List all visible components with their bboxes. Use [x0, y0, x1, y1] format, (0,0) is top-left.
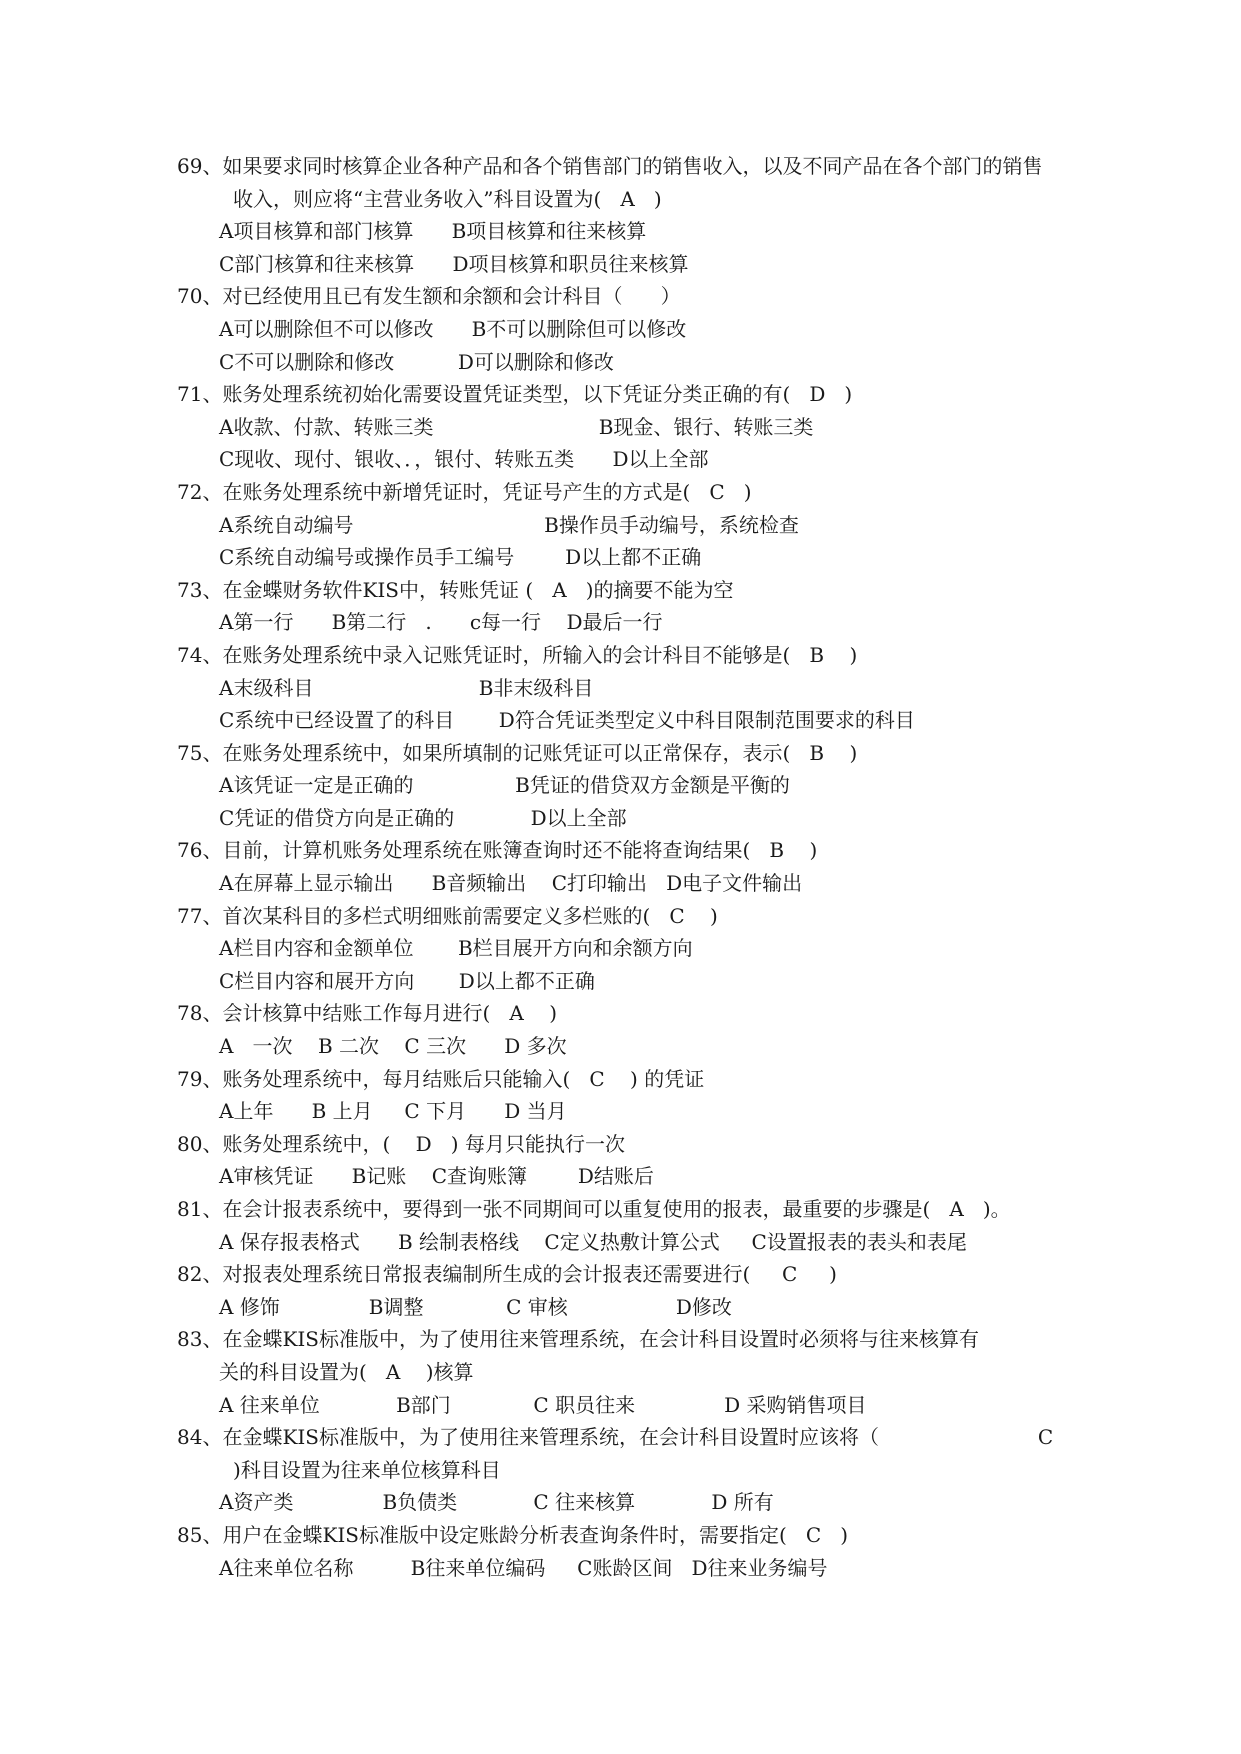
question-text: 71、账务处理系统初始化需要设置凭证类型，以下凭证分类正确的有( D ) [177, 382, 853, 407]
question-text: 81、在会计报表系统中，要得到一张不同期间可以重复使用的报表，最重要的步骤是( A )。 [177, 1197, 1011, 1221]
question-text: 78、会计核算中结账工作每月进行( A ) [177, 1001, 557, 1026]
answer-options: A可以删除但不可以修改 B不可以删除但可以修改 [219, 316, 687, 341]
question-text: 82、对报表处理系统日常报表编制所生成的会计报表还需要进行( C ) [177, 1262, 837, 1287]
question-text: 79、账务处理系统中，每月结账后只能输入( C ) 的凭证 [177, 1066, 705, 1091]
question-text: 74、在账务处理系统中录入记账凭证时，所输入的会计科目不能够是( B ) [177, 642, 858, 667]
question-text-continued: 收入，则应将“主营业务收入”科目设置为( A ) [233, 186, 662, 211]
answer-options: A该凭证一定是正确的 B凭证的借贷双方金额是平衡的 [219, 773, 790, 798]
answer-options: A审核凭证 B记账 C查询账簿 D结账后 [219, 1164, 654, 1189]
answer-options: C栏目内容和展开方向 D以上都不正确 [219, 968, 595, 993]
answer-options: A在屏幕上显示输出 B音频输出 C打印输出 D电子文件输出 [219, 871, 803, 896]
question-text: 75、在账务处理系统中，如果所填制的记账凭证可以正常保存，表示( B ) [177, 740, 858, 765]
question-text: 69、如果要求同时核算企业各种产品和各个销售部门的销售收入，以及不同产品在各个部门的销售 [177, 154, 1043, 178]
answer-options: A 往来单位 B部门 C 职员往来 D 采购销售项目 [219, 1392, 867, 1417]
answer-options: A 修饰 B调整 C 审核 D修改 [219, 1294, 732, 1319]
question-text-continued: )科目设置为往来单位核算科目 [233, 1457, 501, 1482]
answer-options: A往来单位名称 B往来单位编码 C账龄区间 D往来业务编号 [219, 1555, 828, 1580]
answer-options: A末级科目 B非末级科目 [219, 675, 594, 700]
question-text: 83、在金蝶KIS标准版中，为了使用往来管理系统，在会计科目设置时必须将与往来核算有 [177, 1327, 979, 1352]
answer-options: A收款、付款、转账三类 B现金、银行、转账三类 [219, 414, 814, 439]
answer-options: C现收、现付、银收、．，银付、转账五类 D以上全部 [219, 447, 709, 472]
answer-options: C系统中已经设置了的科目 D符合凭证类型定义中科目限制范围要求的科目 [219, 708, 915, 733]
question-text: 77、首次某科目的多栏式明细账前需要定义多栏账的( C ) [177, 903, 718, 928]
question-text: 76、目前，计算机账务处理系统在账簿查询时还不能将查询结果( B ) [177, 838, 818, 863]
answer-options: A项目核算和部门核算 B项目核算和往来核算 [219, 219, 647, 244]
answer-options: A上年 B 上月 C 下月 D 当月 [219, 1099, 567, 1124]
answer-options: 关的科目设置为( A )核算 [219, 1359, 474, 1384]
answer-options: A第一行 B第二行 . c每一行 D最后一行 [219, 610, 663, 635]
answer-options: A系统自动编号 B操作员手动编号，系统检查 [219, 512, 799, 537]
question-list [177, 150, 1137, 1584]
answer-options: C系统自动编号或操作员手工编号 D以上都不正确 [219, 545, 702, 570]
question-text: 73、在金蝶财务软件KIS中，转账凭证 ( A )的摘要不能为空 [177, 577, 734, 602]
question-text: 85、用户在金蝶KIS标准版中设定账龄分析表查询条件时，需要指定( C ) [177, 1522, 849, 1547]
question-text: 84、在金蝶KIS标准版中，为了使用往来管理系统，在会计科目设置时应该将（ C [177, 1425, 1054, 1450]
answer-options: C部门核算和往来核算 D项目核算和职员往来核算 [219, 251, 689, 276]
answer-options: C凭证的借贷方向是正确的 D以上全部 [219, 805, 627, 830]
answer-options: A资产类 B负债类 C 往来核算 D 所有 [219, 1490, 774, 1515]
question-text: 70、对已经使用且已有发生额和余额和会计科目（ ） [177, 284, 681, 309]
answer-options: A栏目内容和金额单位 B栏目展开方向和余额方向 [219, 936, 693, 961]
answer-options: C不可以删除和修改 D可以删除和修改 [219, 349, 614, 374]
question-text: 72、在账务处理系统中新增凭证时，凭证号产生的方式是( C ) [177, 479, 752, 504]
answer-options: A 一次 B 二次 C 三次 D 多次 [219, 1034, 567, 1059]
answer-options: A 保存报表格式 B 绘制表格线 C定义热敷计算公式 C设置报表的表头和表尾 [219, 1229, 967, 1254]
question-text: 80、账务处理系统中，( D ) 每月只能执行一次 [177, 1131, 625, 1156]
